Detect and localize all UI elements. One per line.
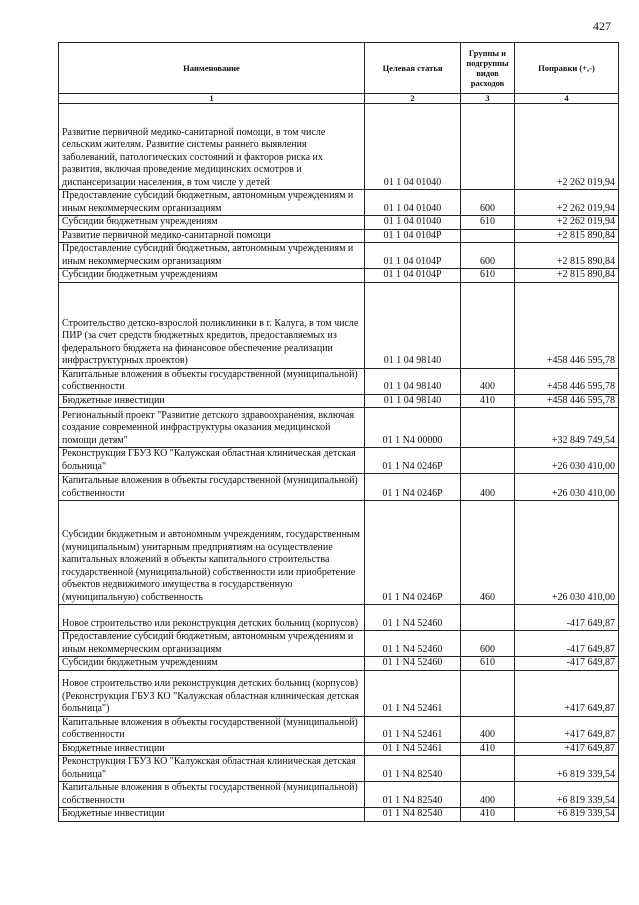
table-body: [59, 104, 619, 822]
row-amendment-amount: +2 815 890,84: [515, 269, 619, 283]
row-name: Бюджетные инвестиции: [59, 394, 365, 408]
row-amendment-amount: +458 446 595,78: [515, 394, 619, 408]
table-row: [59, 782, 619, 808]
row-expense-group: 600: [461, 631, 515, 657]
row-expense-group: [461, 756, 515, 782]
row-name: Субсидии бюджетным учреждениям: [59, 269, 365, 283]
row-name: Капитальные вложения в объекты государственной (муниципальной) собственности: [59, 716, 365, 742]
row-expense-group: 400: [461, 474, 515, 501]
row-target-article: 01 1 N4 00000: [365, 408, 461, 448]
row-name: Строительство детско-взрослой поликлиники в г. Калуга, в том числе ПИР (за счет средств бюджетных кредитов, предоставляемых из федерального бюджета на финансовое обеспечение реализации инфраструктурных проектов): [59, 282, 365, 368]
row-target-article: 01 1 N4 52461: [365, 716, 461, 742]
row-name: Предоставление субсидий бюджетным, автономным учреждениям и иным некоммерческим организациям: [59, 190, 365, 216]
table-row: [59, 501, 619, 605]
row-amendment-amount: +2 262 019,94: [515, 216, 619, 230]
row-name: Реконструкция ГБУЗ КО "Калужская областная клиническая детская больница": [59, 448, 365, 474]
table-row: [59, 243, 619, 269]
row-expense-group: 600: [461, 243, 515, 269]
header-target-article: Целевая статья: [365, 43, 461, 94]
row-target-article: 01 1 04 0104Р: [365, 269, 461, 283]
column-number-row: [59, 94, 619, 104]
table-row: [59, 756, 619, 782]
column-number: 2: [365, 94, 461, 104]
row-expense-group: 610: [461, 657, 515, 671]
table-row: [59, 104, 619, 190]
column-number: 1: [59, 94, 365, 104]
row-name: Новое строительство или реконструкция детских больниц (корпусов): [59, 605, 365, 631]
table-row: [59, 474, 619, 501]
page-number: 427: [593, 19, 611, 33]
table-row: [59, 408, 619, 448]
row-expense-group: 610: [461, 216, 515, 230]
row-amendment-amount: +2 815 890,84: [515, 243, 619, 269]
row-amendment-amount: +2 815 890,84: [515, 229, 619, 243]
row-name: Капитальные вложения в объекты государственной (муниципальной) собственности: [59, 474, 365, 501]
row-name: Субсидии бюджетным учреждениям: [59, 216, 365, 230]
row-expense-group: 410: [461, 394, 515, 408]
row-amendment-amount: +2 262 019,94: [515, 190, 619, 216]
row-target-article: 01 1 04 01040: [365, 190, 461, 216]
row-expense-group: [461, 605, 515, 631]
row-amendment-amount: -417 649,87: [515, 631, 619, 657]
row-expense-group: [461, 408, 515, 448]
table-row: [59, 448, 619, 474]
row-amendment-amount: +6 819 339,54: [515, 782, 619, 808]
row-expense-group: [461, 448, 515, 474]
table-row: [59, 190, 619, 216]
row-target-article: 01 1 04 01040: [365, 104, 461, 190]
row-target-article: 01 1 N4 82540: [365, 808, 461, 822]
row-target-article: 01 1 N4 0246Р: [365, 474, 461, 501]
column-number: 4: [515, 94, 619, 104]
header-expense-groups: Группы и подгруппы видов расходов: [461, 43, 515, 94]
row-name: Предоставление субсидий бюджетным, автономным учреждениям и иным некоммерческим организациям: [59, 631, 365, 657]
row-target-article: 01 1 N4 82540: [365, 756, 461, 782]
row-expense-group: 400: [461, 716, 515, 742]
table-row: [59, 808, 619, 822]
row-target-article: 01 1 N4 52460: [365, 631, 461, 657]
row-expense-group: 400: [461, 368, 515, 394]
row-name: Реконструкция ГБУЗ КО "Калужская областная клиническая детская больница": [59, 756, 365, 782]
row-target-article: 01 1 04 98140: [365, 394, 461, 408]
row-name: Бюджетные инвестиции: [59, 808, 365, 822]
row-name: Капитальные вложения в объекты государственной (муниципальной) собственности: [59, 368, 365, 394]
row-amendment-amount: +26 030 410,00: [515, 501, 619, 605]
row-name: Капитальные вложения в объекты государственной (муниципальной) собственности: [59, 782, 365, 808]
table-row: [59, 269, 619, 283]
row-expense-group: 400: [461, 782, 515, 808]
row-amendment-amount: +32 849 749,54: [515, 408, 619, 448]
row-target-article: 01 1 04 0104Р: [365, 229, 461, 243]
header-amendments: Поправки (+,-): [515, 43, 619, 94]
row-expense-group: 460: [461, 501, 515, 605]
row-expense-group: [461, 104, 515, 190]
table-row: [59, 368, 619, 394]
row-target-article: 01 1 N4 0246Р: [365, 448, 461, 474]
row-name: Региональный проект "Развитие детского здравоохранения, включая создание современной инфраструктуры оказания медицинской помощи детям": [59, 408, 365, 448]
table-row: [59, 657, 619, 671]
row-target-article: 01 1 04 98140: [365, 282, 461, 368]
row-name: Субсидии бюджетным и автономным учреждениям, государственным (муниципальным) унитарным предприятиям на осуществление капитальных вложений в объекты капитального строительства государственной (муниципальной) собственности или приобретение объектов недвижимого имущества в государственную (муниципальную) собственность: [59, 501, 365, 605]
table-row: [59, 216, 619, 230]
row-amendment-amount: +26 030 410,00: [515, 474, 619, 501]
row-amendment-amount: -417 649,87: [515, 605, 619, 631]
row-amendment-amount: +417 649,87: [515, 670, 619, 716]
row-amendment-amount: +2 262 019,94: [515, 104, 619, 190]
row-amendment-amount: +6 819 339,54: [515, 808, 619, 822]
row-expense-group: 600: [461, 190, 515, 216]
row-name: Развитие первичной медико-санитарной помощи, в том числе сельским жителям. Развитие системы раннего выявления заболеваний, патологических состояний и факторов риска их развития, включая проведение медицинских осмотров и диспансеризации населения, в том числе у детей: [59, 104, 365, 190]
row-expense-group: 410: [461, 742, 515, 756]
table-row: [59, 394, 619, 408]
row-amendment-amount: +417 649,87: [515, 716, 619, 742]
row-amendment-amount: -417 649,87: [515, 657, 619, 671]
row-name: Новое строительство или реконструкция детских больниц (корпусов) (Реконструкция ГБУЗ КО "Калужская областная клиническая детская больница"): [59, 670, 365, 716]
row-target-article: 01 1 N4 52460: [365, 605, 461, 631]
row-amendment-amount: +458 446 595,78: [515, 282, 619, 368]
row-target-article: 01 1 N4 52460: [365, 657, 461, 671]
table-row: [59, 605, 619, 631]
row-target-article: 01 1 N4 52461: [365, 670, 461, 716]
row-target-article: 01 1 N4 52461: [365, 742, 461, 756]
table-row: [59, 631, 619, 657]
row-name: Предоставление субсидий бюджетным, автономным учреждениям и иным некоммерческим организациям: [59, 243, 365, 269]
row-name: Бюджетные инвестиции: [59, 742, 365, 756]
table-row: [59, 742, 619, 756]
row-expense-group: [461, 229, 515, 243]
row-name: Субсидии бюджетным учреждениям: [59, 657, 365, 671]
row-target-article: 01 1 04 0104Р: [365, 243, 461, 269]
row-target-article: 01 1 N4 0246Р: [365, 501, 461, 605]
table-row: [59, 670, 619, 716]
header-name: Наименование: [59, 43, 365, 94]
row-name: Развитие первичной медико-санитарной помощи: [59, 229, 365, 243]
row-amendment-amount: +417 649,87: [515, 742, 619, 756]
table-header-row: [59, 43, 619, 94]
row-expense-group: [461, 670, 515, 716]
row-target-article: 01 1 04 98140: [365, 368, 461, 394]
table-row: [59, 229, 619, 243]
row-amendment-amount: +26 030 410,00: [515, 448, 619, 474]
row-expense-group: 410: [461, 808, 515, 822]
table-row: [59, 716, 619, 742]
row-expense-group: [461, 282, 515, 368]
table-row: [59, 282, 619, 368]
row-target-article: 01 1 04 01040: [365, 216, 461, 230]
row-amendment-amount: +458 446 595,78: [515, 368, 619, 394]
row-expense-group: 610: [461, 269, 515, 283]
row-amendment-amount: +6 819 339,54: [515, 756, 619, 782]
column-number: 3: [461, 94, 515, 104]
row-target-article: 01 1 N4 82540: [365, 782, 461, 808]
budget-amendments-table: [58, 42, 619, 822]
